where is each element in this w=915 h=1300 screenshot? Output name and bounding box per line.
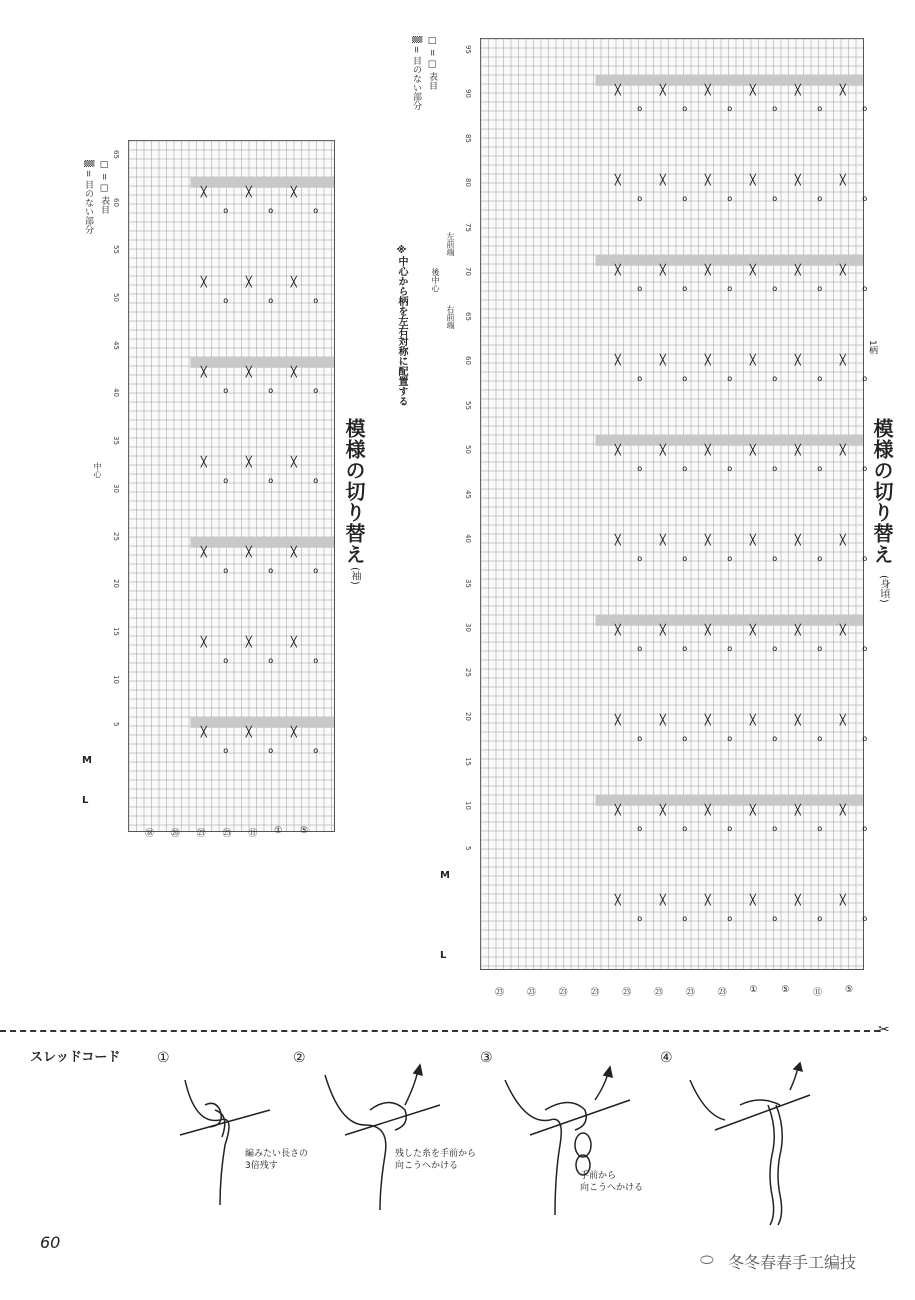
yarn-over-symbol: o: [817, 554, 823, 563]
cable-cross-symbol: ╳: [614, 625, 621, 636]
stitch-grid: [481, 39, 868, 969]
cable-cross-symbol: ╳: [614, 445, 621, 456]
yarn-over-symbol: o: [862, 104, 868, 113]
cable-cross-symbol: ╳: [200, 457, 207, 468]
yarn-over-symbol: o: [727, 194, 733, 203]
cable-cross-symbol: ╳: [659, 85, 666, 96]
cable-cross-symbol: ╳: [200, 187, 207, 198]
right-chart-note: ※中心から柄を左右対称に配置する: [396, 245, 407, 406]
row-number: 95: [464, 45, 472, 54]
yarn-over-symbol: o: [727, 464, 733, 473]
row-number: 35: [464, 578, 472, 588]
yarn-over-symbol: o: [772, 644, 778, 653]
yarn-over-symbol: o: [682, 914, 688, 923]
left-stitch-chart: [128, 140, 335, 832]
yarn-over-symbol: o: [772, 464, 778, 473]
yarn-over-symbol: o: [313, 206, 319, 215]
cable-cross-symbol: ╳: [704, 715, 711, 726]
step-3-note: 手前から 向こうへかける: [580, 1171, 644, 1193]
cable-cross-symbol: ╳: [290, 457, 297, 468]
cable-cross-symbol: ╳: [794, 355, 801, 366]
cable-cross-symbol: ╳: [200, 367, 207, 378]
cable-cross-symbol: ╳: [245, 367, 252, 378]
decrease-mark: ①: [274, 826, 283, 836]
cable-cross-symbol: ╳: [245, 457, 252, 468]
decrease-mark: ㉓: [590, 988, 600, 998]
yarn-over-symbol: o: [682, 824, 688, 833]
yarn-over-symbol: o: [862, 644, 868, 653]
yarn-over-symbol: o: [637, 914, 643, 923]
cable-cross-symbol: ╳: [839, 715, 846, 726]
yarn-over-symbol: o: [727, 734, 733, 743]
row-number: 15: [112, 626, 120, 636]
row-number: 45: [112, 340, 120, 350]
label-right-front-edge: 右前端: [446, 305, 455, 329]
cable-cross-symbol: ╳: [659, 715, 666, 726]
left-center-label: 中心: [93, 462, 102, 478]
yarn-over-symbol: o: [637, 824, 643, 833]
yarn-over-symbol: o: [682, 554, 688, 563]
row-number: 50: [112, 293, 120, 302]
thread-cord-title: スレッドコード: [30, 1050, 121, 1065]
left-chart-legend: [80, 160, 112, 260]
cable-cross-symbol: ╳: [290, 277, 297, 288]
no-stitch-band: [191, 717, 335, 728]
cable-cross-symbol: ╳: [704, 85, 711, 96]
yarn-over-symbol: o: [682, 374, 688, 383]
decrease-mark: ㉓: [526, 988, 536, 998]
decrease-mark: ㉓: [654, 988, 664, 998]
cable-cross-symbol: ╳: [245, 547, 252, 558]
left-side-label-l: L: [82, 795, 89, 806]
yarn-over-symbol: o: [727, 554, 733, 563]
step-number-3: ③: [480, 1050, 493, 1066]
cable-cross-symbol: ╳: [659, 355, 666, 366]
yarn-over-symbol: o: [817, 644, 823, 653]
yarn-over-symbol: o: [637, 554, 643, 563]
yarn-over-symbol: o: [772, 104, 778, 113]
cable-cross-symbol: ╳: [245, 637, 252, 648]
cable-cross-symbol: ╳: [290, 367, 297, 378]
no-stitch-band: [596, 795, 863, 806]
row-number: 65: [112, 150, 120, 159]
no-stitch-band: [191, 537, 335, 548]
row-number: 90: [464, 89, 472, 99]
row-number: 40: [464, 534, 472, 544]
legend-item-knit: □ = □ 表目: [427, 36, 437, 91]
yarn-over-symbol: o: [223, 296, 229, 305]
row-number: 55: [464, 400, 472, 410]
decrease-mark: ⑪: [248, 829, 258, 839]
cable-cross-symbol: ╳: [794, 895, 801, 906]
no-stitch-band: [191, 357, 335, 368]
yarn-over-symbol: o: [727, 824, 733, 833]
cable-cross-symbol: ╳: [614, 85, 621, 96]
cable-cross-symbol: ╳: [659, 265, 666, 276]
cable-cross-symbol: ╳: [749, 715, 756, 726]
yarn-over-symbol: o: [313, 386, 319, 395]
legend-item-no-stitch: ▒ = 目のない部分: [83, 160, 93, 235]
cable-cross-symbol: ╳: [794, 85, 801, 96]
cable-cross-symbol: ╳: [749, 895, 756, 906]
yarn-over-symbol: o: [862, 374, 868, 383]
row-number: 45: [464, 489, 472, 499]
row-number: 30: [112, 483, 120, 493]
yarn-over-symbol: o: [268, 746, 274, 755]
yarn-over-symbol: o: [727, 374, 733, 383]
row-number: 30: [464, 623, 472, 633]
right-chart-heading: 模様の切り替え: [870, 418, 894, 565]
cable-cross-symbol: ╳: [614, 535, 621, 546]
cable-cross-symbol: ╳: [614, 265, 621, 276]
decrease-mark: ㉓: [196, 829, 206, 839]
yarn-over-symbol: o: [223, 386, 229, 395]
yarn-over-symbol: o: [682, 464, 688, 473]
left-chart-heading: 模様の切り替え: [342, 418, 366, 565]
no-stitch-band: [596, 435, 863, 446]
cable-cross-symbol: ╳: [794, 535, 801, 546]
cable-cross-symbol: ╳: [290, 727, 297, 738]
yarn-over-symbol: o: [313, 656, 319, 665]
row-number: 40: [112, 388, 120, 398]
cable-cross-symbol: ╳: [245, 187, 252, 198]
no-stitch-band: [191, 177, 335, 188]
yarn-over-symbol: o: [817, 284, 823, 293]
step-number-1: ①: [157, 1050, 170, 1066]
yarn-over-symbol: o: [268, 656, 274, 665]
thread-cord-illustrations: [150, 1065, 830, 1225]
row-number: 20: [464, 712, 472, 722]
row-number: 35: [112, 436, 120, 446]
yarn-over-symbol: o: [727, 284, 733, 293]
cable-cross-symbol: ╳: [200, 547, 207, 558]
yarn-over-symbol: o: [223, 566, 229, 575]
no-stitch-band: [596, 255, 863, 266]
cable-cross-symbol: ╳: [614, 805, 621, 816]
cable-cross-symbol: ╳: [704, 805, 711, 816]
cable-cross-symbol: ╳: [704, 535, 711, 546]
row-number: 55: [112, 245, 120, 255]
yarn-over-symbol: o: [223, 476, 229, 485]
cable-cross-symbol: ╳: [794, 625, 801, 636]
page-number: 60: [40, 1233, 61, 1252]
cable-cross-symbol: ╳: [245, 277, 252, 288]
cable-cross-symbol: ╳: [749, 355, 756, 366]
yarn-over-symbol: o: [268, 386, 274, 395]
cable-cross-symbol: ╳: [704, 175, 711, 186]
decrease-mark: ㉓: [717, 988, 727, 998]
cable-cross-symbol: ╳: [614, 355, 621, 366]
cable-cross-symbol: ╳: [659, 535, 666, 546]
cable-cross-symbol: ╳: [794, 175, 801, 186]
cable-cross-symbol: ╳: [704, 625, 711, 636]
yarn-over-symbol: o: [637, 644, 643, 653]
yarn-over-symbol: o: [727, 104, 733, 113]
row-number: 10: [112, 674, 120, 684]
cable-cross-symbol: ╳: [200, 277, 207, 288]
yarn-over-symbol: o: [817, 194, 823, 203]
decrease-mark: ⑤: [845, 985, 854, 995]
row-number: 10: [464, 801, 472, 810]
yarn-over-symbol: o: [727, 914, 733, 923]
yarn-over-symbol: o: [772, 374, 778, 383]
yarn-over-symbol: o: [772, 194, 778, 203]
left-side-label-m: M: [82, 755, 92, 766]
yarn-over-symbol: o: [682, 734, 688, 743]
cable-cross-symbol: ╳: [659, 805, 666, 816]
cut-line-divider: [0, 1030, 880, 1032]
yarn-over-symbol: o: [817, 464, 823, 473]
yarn-over-symbol: o: [682, 194, 688, 203]
right-side-label-m: M: [440, 870, 450, 881]
step-1-note: 編みたい長さの 3倍残す: [245, 1149, 309, 1171]
yarn-over-symbol: o: [268, 566, 274, 575]
cable-cross-symbol: ╳: [749, 265, 756, 276]
cable-cross-symbol: ╳: [749, 175, 756, 186]
row-number: 25: [464, 667, 472, 677]
cable-cross-symbol: ╳: [839, 445, 846, 456]
step-1-illustration: [180, 1080, 270, 1205]
step-4-illustration: [690, 1063, 810, 1225]
yarn-over-symbol: o: [862, 464, 868, 473]
yarn-over-symbol: o: [862, 284, 868, 293]
row-number: 25: [112, 531, 120, 541]
row-number: 65: [464, 311, 472, 321]
yarn-over-symbol: o: [313, 476, 319, 485]
cable-cross-symbol: ╳: [839, 85, 846, 96]
yarn-over-symbol: o: [637, 194, 643, 203]
cable-cross-symbol: ╳: [839, 805, 846, 816]
row-number: 70: [464, 267, 472, 277]
cable-cross-symbol: ╳: [839, 535, 846, 546]
cable-cross-symbol: ╳: [704, 895, 711, 906]
yarn-over-symbol: o: [817, 914, 823, 923]
row-number: 85: [464, 133, 472, 143]
yarn-over-symbol: o: [862, 194, 868, 203]
cable-cross-symbol: ╳: [839, 895, 846, 906]
cable-cross-symbol: ╳: [749, 805, 756, 816]
cable-cross-symbol: ╳: [704, 265, 711, 276]
yarn-over-symbol: o: [313, 746, 319, 755]
yarn-over-symbol: o: [772, 824, 778, 833]
cable-cross-symbol: ╳: [659, 175, 666, 186]
decrease-mark: ㉓: [495, 988, 505, 998]
yarn-over-symbol: o: [772, 914, 778, 923]
yarn-over-symbol: o: [682, 104, 688, 113]
cable-cross-symbol: ╳: [794, 265, 801, 276]
step-number-2: ②: [293, 1050, 306, 1066]
cable-cross-symbol: ╳: [704, 445, 711, 456]
yarn-over-symbol: o: [817, 824, 823, 833]
decrease-mark: ⑪: [813, 988, 823, 998]
label-back-center: 後中心: [431, 268, 440, 292]
no-stitch-band: [596, 615, 863, 626]
cable-cross-symbol: ╳: [794, 445, 801, 456]
decrease-mark: ⑤: [781, 985, 790, 995]
decrease-mark: ⑳: [170, 829, 180, 839]
cable-cross-symbol: ╳: [794, 805, 801, 816]
yarn-over-symbol: o: [862, 554, 868, 563]
legend-item-no-stitch: ▒ = 目のない部分: [411, 36, 421, 111]
label-left-front-edge: 左前端: [446, 232, 455, 256]
yarn-over-symbol: o: [313, 296, 319, 305]
yarn-over-symbol: o: [682, 644, 688, 653]
cable-cross-symbol: ╳: [659, 895, 666, 906]
decrease-mark: ㉓: [622, 988, 632, 998]
yarn-over-symbol: o: [637, 104, 643, 113]
cable-cross-symbol: ╳: [749, 445, 756, 456]
cable-cross-symbol: ╳: [659, 445, 666, 456]
cable-cross-symbol: ╳: [704, 355, 711, 366]
yarn-over-symbol: o: [223, 746, 229, 755]
cable-cross-symbol: ╳: [614, 175, 621, 186]
decrease-mark: ㉓: [685, 988, 695, 998]
yarn-over-symbol: o: [772, 284, 778, 293]
right-side-label-l: L: [440, 950, 447, 961]
decrease-mark: ㉓: [558, 988, 568, 998]
yarn-over-symbol: o: [268, 476, 274, 485]
cable-cross-symbol: ╳: [614, 895, 621, 906]
decrease-mark: ①: [749, 985, 758, 995]
row-number: 20: [112, 579, 120, 589]
decrease-mark: ⑤: [300, 826, 309, 836]
right-chart-heading-sub: (身頃): [878, 575, 889, 603]
yarn-over-symbol: o: [313, 566, 319, 575]
row-number: 5: [112, 722, 120, 727]
legend-item-knit: □ = □ 表目: [99, 160, 109, 215]
yarn-over-symbol: o: [772, 734, 778, 743]
yarn-over-symbol: o: [637, 374, 643, 383]
yarn-over-symbol: o: [727, 644, 733, 653]
stitch-grid: [129, 141, 334, 831]
scissors-icon: ✂: [878, 1022, 890, 1038]
right-stitch-chart: [480, 38, 868, 970]
cable-cross-symbol: ╳: [839, 265, 846, 276]
row-number: 75: [464, 222, 472, 232]
yarn-over-symbol: o: [637, 734, 643, 743]
yarn-over-symbol: o: [862, 914, 868, 923]
yarn-over-symbol: o: [817, 104, 823, 113]
cable-cross-symbol: ╳: [749, 625, 756, 636]
cable-cross-symbol: ╳: [200, 637, 207, 648]
row-number: 15: [464, 756, 472, 766]
cable-cross-symbol: ╳: [290, 547, 297, 558]
yarn-over-symbol: o: [682, 284, 688, 293]
cable-cross-symbol: ╳: [290, 637, 297, 648]
row-number: 80: [464, 178, 472, 188]
wechat-icon: ⬭: [700, 1250, 714, 1269]
cable-cross-symbol: ╳: [749, 85, 756, 96]
left-chart-heading-sub: (袖): [349, 567, 360, 585]
cable-cross-symbol: ╳: [200, 727, 207, 738]
cable-cross-symbol: ╳: [839, 625, 846, 636]
yarn-over-symbol: o: [772, 554, 778, 563]
no-stitch-band: [596, 75, 863, 86]
yarn-over-symbol: o: [862, 734, 868, 743]
yarn-over-symbol: o: [817, 374, 823, 383]
right-chart-legend: [408, 36, 440, 146]
cable-cross-symbol: ╳: [749, 535, 756, 546]
yarn-over-symbol: o: [268, 296, 274, 305]
yarn-over-symbol: o: [223, 206, 229, 215]
cable-cross-symbol: ╳: [839, 355, 846, 366]
yarn-over-symbol: o: [817, 734, 823, 743]
cable-cross-symbol: ╳: [794, 715, 801, 726]
step-number-4: ④: [660, 1050, 673, 1066]
row-number: 60: [112, 197, 120, 207]
cable-cross-symbol: ╳: [290, 187, 297, 198]
step-2-illustration: [325, 1065, 440, 1210]
watermark-text: 冬冬春春手工编技: [728, 1253, 857, 1272]
row-number: 60: [464, 356, 472, 366]
yarn-over-symbol: o: [268, 206, 274, 215]
yarn-over-symbol: o: [637, 464, 643, 473]
yarn-over-symbol: o: [223, 656, 229, 665]
row-number: 5: [464, 845, 472, 850]
cable-cross-symbol: ╳: [614, 715, 621, 726]
decrease-mark: ㉕: [222, 829, 232, 839]
repeat-label: 1柄: [867, 340, 877, 355]
row-number: 50: [464, 445, 472, 455]
cable-cross-symbol: ╳: [245, 727, 252, 738]
step-2-note: 残した糸を手前から 向こうへかける: [395, 1149, 477, 1171]
yarn-over-symbol: o: [637, 284, 643, 293]
decrease-mark: ⑱: [145, 829, 155, 839]
cable-cross-symbol: ╳: [659, 625, 666, 636]
cable-cross-symbol: ╳: [839, 175, 846, 186]
yarn-over-symbol: o: [862, 824, 868, 833]
